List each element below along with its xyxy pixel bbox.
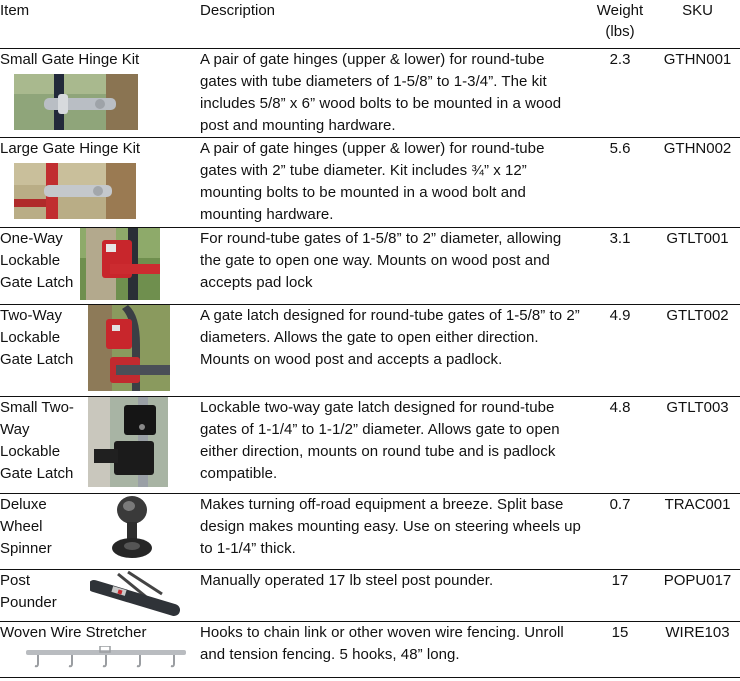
- item-name: Small Two-Way Lockable Gate Latch: [0, 398, 74, 482]
- item-name: Large Gate Hinge Kit: [0, 139, 141, 157]
- item-sku: GTHN001: [663, 50, 732, 68]
- header-description: Description: [200, 2, 276, 19]
- item-weight: 5.6: [609, 139, 631, 157]
- header-row: [0, 0, 740, 48]
- item-description: Makes turning off-road equipment a breeze. Split base design makes mounting easy. Use on steering wheels up to 1-1/4” thick.: [200, 495, 581, 557]
- item-sku: GTLT002: [666, 306, 729, 324]
- item-weight: 15: [611, 623, 629, 641]
- table-row: [0, 48, 740, 137]
- item-description: Hooks to chain link or other woven wire fencing. Unroll and tension fencing. 5 hooks, 48” long.: [200, 623, 564, 663]
- wire-stretcher-photo: [24, 646, 200, 668]
- item-name: Two-Way Lockable Gate Latch: [0, 306, 74, 368]
- item-description: Manually operated 17 lb steel post pounder.: [200, 571, 494, 589]
- post-pounder-photo: [90, 570, 180, 618]
- header-sku: SKU: [682, 2, 713, 19]
- item-name: Woven Wire Stretcher: [0, 623, 147, 641]
- small-gate-hinge-photo: [14, 74, 200, 130]
- item-description: For round-tube gates of 1-5/8” to 2” diameter, allowing the gate to open one way. Mounts on wood post and accepts pad lock: [200, 229, 562, 291]
- header-item: Item: [0, 2, 30, 19]
- large-gate-hinge-photo: [14, 163, 200, 219]
- item-sku: GTLT001: [666, 229, 729, 247]
- item-weight: 17: [611, 571, 629, 589]
- header-weight: Weight (lbs): [596, 2, 644, 40]
- item-sku: GTHN002: [663, 139, 732, 157]
- small-two-way-latch-photo: [88, 397, 168, 487]
- item-weight: 0.7: [609, 495, 631, 513]
- item-weight: 4.8: [609, 398, 631, 416]
- item-sku: GTLT003: [666, 398, 729, 416]
- item-description: A pair of gate hinges (upper & lower) for round-tube gates with 2” tube diameter. Kit includes ¾” x 12” mounting bolts to be mounted in a wood bolt and mounting hardware.: [200, 139, 545, 223]
- item-weight: 4.9: [609, 306, 631, 324]
- item-sku: TRAC001: [664, 495, 731, 513]
- item-description: Lockable two-way gate latch designed for round-tube gates of 1-1/4” to 1-1/2” diameter. Allows gate to open either direction, mounts on round tube and is padlock compatible.: [200, 398, 560, 482]
- table-row: [0, 137, 740, 227]
- item-name: Small Gate Hinge Kit: [0, 50, 140, 68]
- table-row: [0, 493, 740, 569]
- item-description: A gate latch designed for round-tube gates of 1-5/8” to 2” diameters. Allows the gate to open either direction. Mounts on wood post and accepts a padlock.: [200, 306, 580, 368]
- item-name: Deluxe Wheel Spinner: [0, 495, 52, 557]
- table-row: [0, 304, 740, 396]
- item-weight: 2.3: [609, 50, 631, 68]
- table-row: [0, 569, 740, 621]
- table-row: [0, 396, 740, 493]
- two-way-latch-photo: [88, 305, 170, 391]
- item-name: Post Pounder: [0, 571, 57, 611]
- wheel-spinner-photo: [108, 494, 156, 562]
- table-row: [0, 621, 740, 677]
- item-sku: WIRE103: [665, 623, 730, 641]
- item-sku: POPU017: [663, 571, 732, 589]
- item-name: One-Way Lockable Gate Latch: [0, 229, 74, 291]
- item-description: A pair of gate hinges (upper & lower) for round-tube gates with tube diameters of 1-5/8” to 1-3/4”. The kit includes 5/8” x 6” wood bolts to be mounted in a wood post and mounting hardware.: [200, 50, 562, 134]
- one-way-latch-photo: [80, 228, 160, 300]
- table-row: [0, 227, 740, 304]
- item-weight: 3.1: [609, 229, 631, 247]
